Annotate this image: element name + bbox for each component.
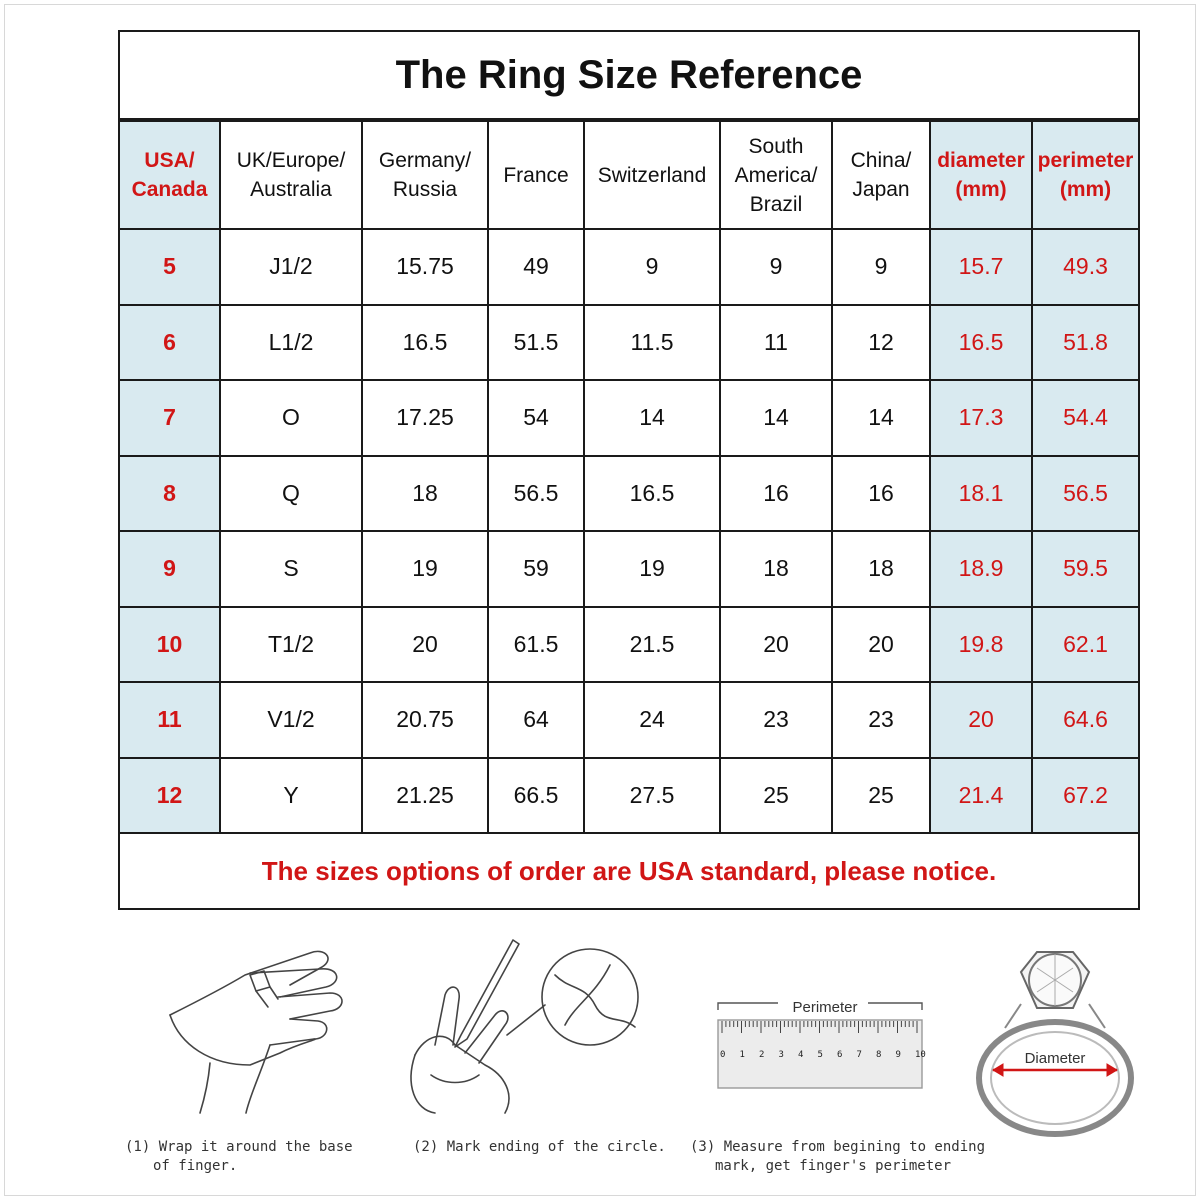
cell-south-america-brazil: 20	[720, 607, 832, 683]
header-row	[120, 121, 1138, 229]
cell-diameter-mm: 17.3	[930, 380, 1032, 456]
table-row	[120, 682, 1138, 758]
cell-usa-canada: 9	[120, 531, 220, 607]
header-line: USA/	[144, 149, 195, 172]
cell-uk-europe-australia: V1/2	[220, 682, 362, 758]
table-row	[120, 380, 1138, 456]
ruler-number: 9	[895, 1050, 901, 1060]
header-south-america-brazil	[720, 121, 832, 229]
diameter-label: Diameter	[1024, 1050, 1086, 1067]
cell-china-japan: 25	[832, 758, 930, 834]
header-diameter-mm	[930, 121, 1032, 229]
cell-china-japan: 18	[832, 531, 930, 607]
cell-germany-russia: 20.75	[362, 682, 488, 758]
cell-germany-russia: 15.75	[362, 229, 488, 305]
cell-switzerland: 11.5	[584, 305, 720, 381]
cell-usa-canada: 5	[120, 229, 220, 305]
cell-uk-europe-australia: L1/2	[220, 305, 362, 381]
ruler-icon	[700, 935, 960, 1115]
step-3-illustration	[700, 935, 960, 1115]
cell-china-japan: 16	[832, 456, 930, 532]
ruler-number: 4	[798, 1050, 804, 1060]
size-table	[120, 120, 1138, 834]
cell-diameter-mm: 16.5	[930, 305, 1032, 381]
cell-perimeter-mm: 51.8	[1032, 305, 1138, 381]
cell-perimeter-mm: 67.2	[1032, 758, 1138, 834]
cell-south-america-brazil: 14	[720, 380, 832, 456]
cell-diameter-mm: 21.4	[930, 758, 1032, 834]
cell-usa-canada: 12	[120, 758, 220, 834]
cell-uk-europe-australia: Y	[220, 758, 362, 834]
cell-germany-russia: 21.25	[362, 758, 488, 834]
ruler-number: 0	[720, 1050, 726, 1060]
table-row	[120, 758, 1138, 834]
step-1-illustration	[150, 935, 410, 1115]
ruler-number: 5	[817, 1050, 823, 1060]
cell-france: 56.5	[488, 456, 584, 532]
header-line: Canada	[131, 178, 208, 201]
ring-icon	[965, 938, 1145, 1138]
ruler-number: 8	[876, 1050, 882, 1060]
cell-south-america-brazil: 18	[720, 531, 832, 607]
table-row	[120, 229, 1138, 305]
cell-perimeter-mm: 62.1	[1032, 607, 1138, 683]
cell-switzerland: 14	[584, 380, 720, 456]
cell-south-america-brazil: 23	[720, 682, 832, 758]
cell-france: 64	[488, 682, 584, 758]
header-line: (mm)	[955, 178, 1007, 201]
table-row	[120, 305, 1138, 381]
cell-perimeter-mm: 54.4	[1032, 380, 1138, 456]
cell-china-japan: 9	[832, 229, 930, 305]
cell-germany-russia: 19	[362, 531, 488, 607]
ruler-number: 3	[778, 1050, 784, 1060]
header-line: perimeter	[1037, 149, 1134, 172]
cell-uk-europe-australia: J1/2	[220, 229, 362, 305]
cell-switzerland: 9	[584, 229, 720, 305]
ruler-number: 7	[856, 1050, 862, 1060]
ring-illustration	[965, 938, 1145, 1138]
step-2-caption-line1: (2) Mark ending of the circle.	[413, 1139, 666, 1155]
cell-perimeter-mm: 56.5	[1032, 456, 1138, 532]
cell-switzerland: 21.5	[584, 607, 720, 683]
ruler-number: 10	[915, 1050, 926, 1060]
cell-south-america-brazil: 16	[720, 456, 832, 532]
usa-standard-note: The sizes options of order are USA standard, please notice.	[261, 855, 997, 886]
cell-switzerland: 16.5	[584, 456, 720, 532]
table-row	[120, 456, 1138, 532]
cell-china-japan: 20	[832, 607, 930, 683]
header-line: diameter	[937, 149, 1025, 172]
header-perimeter-mm	[1032, 121, 1138, 229]
cell-diameter-mm: 19.8	[930, 607, 1032, 683]
cell-perimeter-mm: 49.3	[1032, 229, 1138, 305]
header-line: Australia	[250, 178, 332, 201]
cell-germany-russia: 17.25	[362, 380, 488, 456]
cell-france: 66.5	[488, 758, 584, 834]
header-line: China/	[850, 149, 912, 172]
cell-germany-russia: 20	[362, 607, 488, 683]
cell-switzerland: 24	[584, 682, 720, 758]
cell-diameter-mm: 20	[930, 682, 1032, 758]
step-1-caption-line2: of finger.	[153, 1158, 238, 1174]
cell-china-japan: 14	[832, 380, 930, 456]
cell-diameter-mm: 18.1	[930, 456, 1032, 532]
cell-france: 59	[488, 531, 584, 607]
header-line: Germany/	[378, 149, 472, 172]
ring-size-chart	[118, 30, 1140, 910]
step-2-illustration	[395, 935, 655, 1115]
perimeter-label: Perimeter	[792, 999, 858, 1016]
cell-china-japan: 23	[832, 682, 930, 758]
header-line: (mm)	[1059, 178, 1112, 201]
header-usa-canada	[120, 121, 220, 229]
cell-uk-europe-australia: O	[220, 380, 362, 456]
header-uk-europe-australia	[220, 121, 362, 229]
cell-france: 61.5	[488, 607, 584, 683]
cell-germany-russia: 16.5	[362, 305, 488, 381]
step-1-caption-line1: (1) Wrap it around the base	[125, 1139, 353, 1155]
header-line: South	[748, 134, 804, 158]
cell-south-america-brazil: 25	[720, 758, 832, 834]
cell-diameter-mm: 15.7	[930, 229, 1032, 305]
cell-diameter-mm: 18.9	[930, 531, 1032, 607]
cell-usa-canada: 6	[120, 305, 220, 381]
cell-south-america-brazil: 9	[720, 229, 832, 305]
header-line: Japan	[852, 178, 910, 201]
header-china-japan	[832, 121, 930, 229]
header-line: Russia	[392, 178, 458, 201]
step-3-caption-line1: (3) Measure from begining to ending	[690, 1139, 986, 1155]
header-line: Brazil	[749, 192, 803, 216]
cell-usa-canada: 10	[120, 607, 220, 683]
cell-usa-canada: 7	[120, 380, 220, 456]
cell-china-japan: 12	[832, 305, 930, 381]
step-1-caption	[125, 1138, 353, 1176]
cell-germany-russia: 18	[362, 456, 488, 532]
step-3-caption	[690, 1138, 985, 1176]
step-2-caption	[413, 1138, 666, 1157]
header-switzerland	[584, 121, 720, 229]
header-line: UK/Europe/	[236, 149, 346, 172]
cell-uk-europe-australia: T1/2	[220, 607, 362, 683]
cell-switzerland: 27.5	[584, 758, 720, 834]
cell-perimeter-mm: 59.5	[1032, 531, 1138, 607]
header-line: Switzerland	[597, 163, 707, 187]
cell-uk-europe-australia: Q	[220, 456, 362, 532]
ruler-number: 1	[739, 1050, 745, 1060]
header-line: France	[503, 163, 569, 187]
cell-perimeter-mm: 64.6	[1032, 682, 1138, 758]
hand-wrap-icon	[150, 935, 410, 1115]
cell-usa-canada: 8	[120, 456, 220, 532]
header-france	[488, 121, 584, 229]
cell-south-america-brazil: 11	[720, 305, 832, 381]
header-line: America/	[734, 163, 818, 187]
chart-title: The Ring Size Reference	[120, 32, 1138, 120]
cell-france: 49	[488, 229, 584, 305]
cell-france: 54	[488, 380, 584, 456]
table-row	[120, 607, 1138, 683]
cell-france: 51.5	[488, 305, 584, 381]
cell-uk-europe-australia: S	[220, 531, 362, 607]
ruler-number: 2	[759, 1050, 765, 1060]
header-germany-russia	[362, 121, 488, 229]
cell-switzerland: 19	[584, 531, 720, 607]
step-3-caption-line2: mark, get finger's perimeter	[715, 1158, 952, 1174]
ruler-number: 6	[837, 1050, 843, 1060]
pen-mark-icon	[395, 935, 655, 1115]
table-row	[120, 531, 1138, 607]
cell-usa-canada: 11	[120, 682, 220, 758]
